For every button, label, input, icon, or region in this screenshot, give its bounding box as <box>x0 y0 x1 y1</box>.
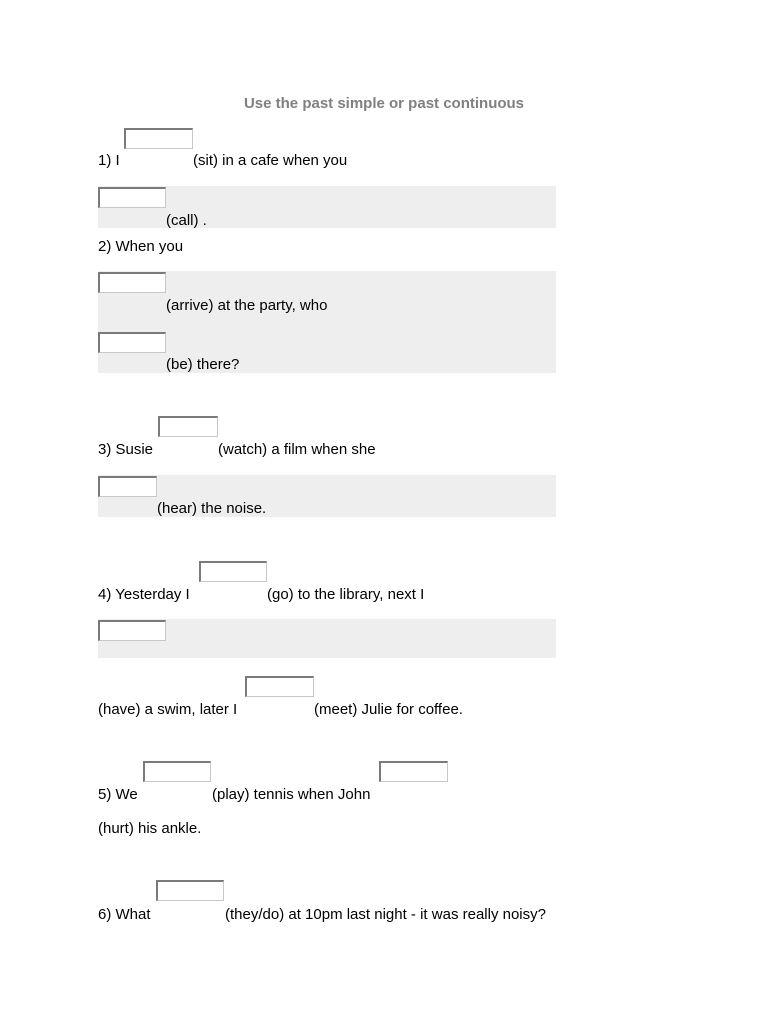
q2-prefix: 2) When you <box>98 238 184 255</box>
q1-mid-text: (sit) in a cafe when you <box>193 152 348 169</box>
q1-prefix: 1) I <box>98 152 120 169</box>
q3-prefix: 3) Susie <box>98 441 154 458</box>
q1-answer-2-input[interactable] <box>98 187 166 208</box>
page-title: Use the past simple or past continuous <box>243 95 525 112</box>
q2-answer-1-input[interactable] <box>98 272 166 293</box>
q4-answer-1-input[interactable] <box>199 561 267 582</box>
q6-prefix: 6) What <box>98 906 151 923</box>
q5-answer-2-input[interactable] <box>379 761 448 782</box>
q2-end-text: (be) there? <box>166 356 240 373</box>
q6-answer-1-input[interactable] <box>156 880 224 901</box>
q4-answer-3-input[interactable] <box>245 676 314 697</box>
q5-end-text: (hurt) his ankle. <box>98 820 202 837</box>
q5-prefix: 5) We <box>98 786 138 803</box>
q3-answer-1-input[interactable] <box>158 416 218 437</box>
q2-mid-text: (arrive) at the party, who <box>166 297 328 314</box>
q4-mid-text: (go) to the library, next I <box>267 586 425 603</box>
q3-answer-2-input[interactable] <box>98 476 157 497</box>
q4-line2-end: (meet) Julie for coffee. <box>314 701 463 718</box>
q4-prefix: 4) Yesterday I <box>98 586 190 603</box>
q3-end-text: (hear) the noise. <box>157 500 267 517</box>
q2-answer-2-input[interactable] <box>98 332 166 353</box>
q4-line2-start: (have) a swim, later I <box>98 701 238 718</box>
q3-mid-text: (watch) a film when she <box>218 441 376 458</box>
q5-mid-text: (play) tennis when John <box>212 786 371 803</box>
q6-end-text: (they/do) at 10pm last night - it was really noisy? <box>225 906 546 923</box>
q4-answer-2-input[interactable] <box>98 620 166 641</box>
q5-answer-1-input[interactable] <box>143 761 211 782</box>
q1-answer-1-input[interactable] <box>124 128 193 149</box>
q1-end-text: (call) . <box>166 212 207 229</box>
q4-highlight-band <box>98 619 556 658</box>
